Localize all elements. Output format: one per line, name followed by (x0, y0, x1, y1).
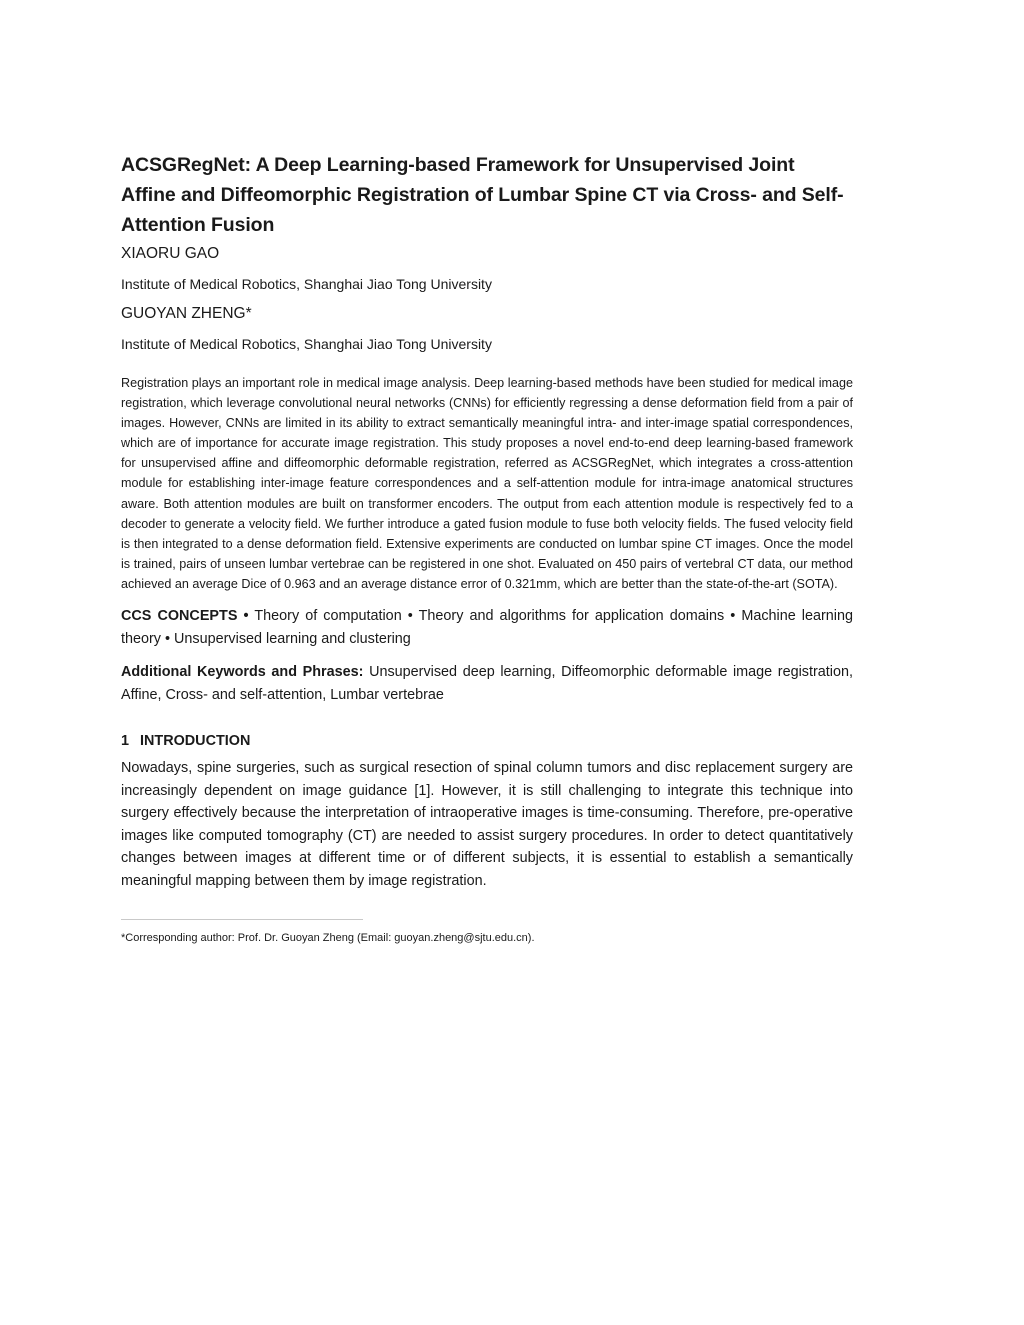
author-affiliation: Institute of Medical Robotics, Shanghai Jiao Tong University (121, 336, 492, 352)
ccs-concepts (121, 605, 853, 650)
author-affiliation: Institute of Medical Robotics, Shanghai Jiao Tong University (121, 276, 492, 292)
ccs-label: CCS CONCEPTS • (121, 608, 249, 625)
keywords (121, 661, 853, 706)
keywords-text: Unsupervised deep learning, Diffeomorphic deformable image registration, Affine, Cross- and self-attention, Lumbar vertebrae (121, 664, 853, 703)
footnote: *Corresponding author: Prof. Dr. Guoyan Zheng (Email: guoyan.zheng@sjtu.edu.cn). (121, 931, 535, 944)
section-title: INTRODUCTION (140, 733, 251, 750)
keywords-label: Additional Keywords and Phrases: (121, 664, 364, 681)
section-heading (121, 731, 853, 751)
section-number: 1 (121, 733, 130, 750)
ccs-text: Theory of computation • Theory and algorithms for application domains • Machine learning theory • Unsupervised learning and clustering (121, 608, 854, 647)
intro-paragraph: Nowadays, spine surgeries, such as surgical resection of spinal column tumors and disc replacement surgery are increasingly dependent on image guidance [1]. However, it is still challenging to integrate this technique into surgery effectively because the interpretation of intraoperative images is time-consuming. Therefore, pre-operative images like computed tomography (CT) are needed to assist surgery procedures. In order to detect quantitatively changes between images at different time or of different subjects, it is essential to establish a semantically meaningful mapping between them by image registration. (121, 760, 853, 889)
author-name: XIAORU GAO (121, 245, 220, 262)
paper-page (121, 150, 853, 946)
abstract: Registration plays an important role in medical image analysis. Deep learning-based methods have been studied for medical image registration, which leverage convolutional neural networks (CNNs) for efficiently regressing a dense deformation field from a pair of images. However, CNNs are limited in its ability to extract semantically meaningful intra- and inter-image spatial correspondences, which are of importance for accurate image registration. This study proposes a novel end-to-end deep learning-based framework for unsupervised affine and diffeomorphic deformable registration, referred as ACSGRegNet, which integrates a cross-attention module for establishing inter-image feature correspondences and a self-attention module for intra-image anatomical structures aware. Both attention modules are built on transformer encoders. The output from each attention module is respectively fed to a decoder to generate a velocity field. We further introduce a gated fusion module to fuse both velocity fields. The fused velocity field is then integrated to a dense deformation field. Extensive experiments are conducted on lumbar spine CT images. Once the model is trained, pairs of unseen lumbar vertebrae can be registered in one shot. Evaluated on 450 pairs of vertebral CT data, our method achieved an average Dice of 0.963 and an average distance error of 0.321mm, which are better than the state-of-the-art (SOTA). (121, 376, 853, 591)
paper-title: ACSGRegNet: A Deep Learning-based Framework for Unsupervised Joint Affine and Diffeomorphic Registration of Lumbar Spine CT via Cross- and Self-Attention Fusion (121, 154, 844, 236)
author-name: GUOYAN ZHENG* (121, 305, 252, 322)
footnote-divider (121, 919, 363, 920)
